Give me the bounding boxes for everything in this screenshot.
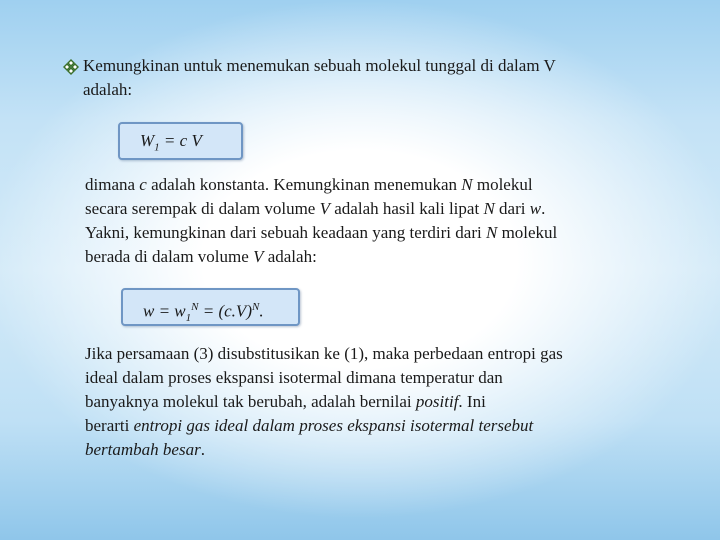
para1-line-1: dimana c adalah konstanta. Kemungkinan menemukan N molekul	[85, 175, 533, 194]
para2-line-4: berarti entropi gas ideal dalam proses ekspansi isotermal tersebut	[85, 416, 534, 435]
diamond-bullet-icon	[62, 58, 80, 76]
para2-line-3: banyaknya molekul tak berubah, adalah bernilai positif. Ini	[85, 392, 486, 411]
intro-line-1: Kemungkinan untuk menemukan sebuah molekul tunggal di dalam V	[83, 56, 556, 75]
formula-box-single	[118, 122, 243, 160]
para2-line-2: ideal dalam proses ekspansi isotermal dimana temperatur dan	[85, 368, 503, 387]
para2-line-1: Jika persamaan (3) disubstitusikan ke (1), maka perbedaan entropi gas	[85, 344, 563, 363]
formula-n-molecules: $w = w_1^N = (c.V)^N$.	[143, 301, 264, 325]
formula-single: $W_1 = c$ V	[140, 131, 202, 154]
para2-line-5: bertambah besar.	[85, 440, 205, 459]
para1-line-3: Yakni, kemungkinan dari sebuah keadaan yang terdiri dari N molekul	[85, 223, 558, 242]
para1-line-4: berada di dalam volume V adalah:	[85, 247, 317, 266]
intro-line-2: adalah:	[83, 80, 133, 99]
para1-line-2: secara serempak di dalam volume V adalah hasil kali lipat N dari w.	[85, 199, 546, 218]
formula-box-n-molecules	[121, 288, 300, 326]
